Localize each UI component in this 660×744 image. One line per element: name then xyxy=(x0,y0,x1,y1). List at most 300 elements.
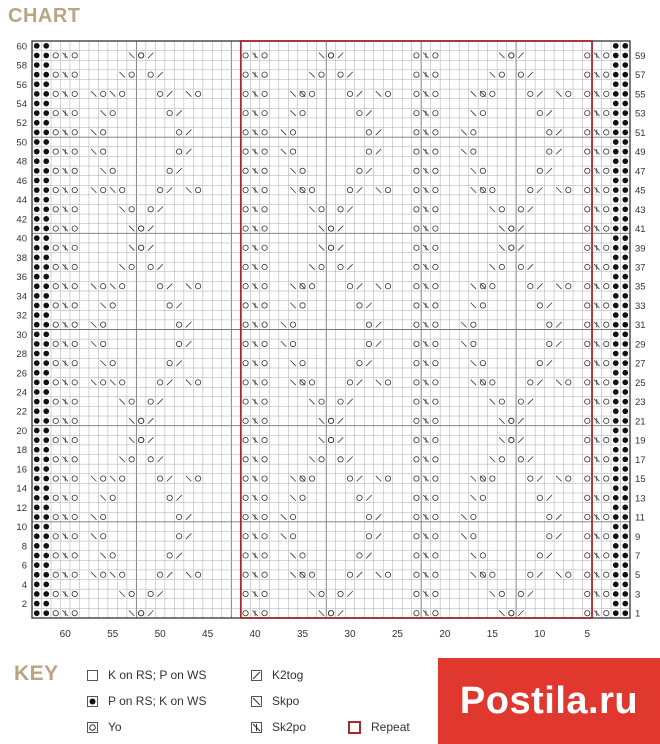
purl-dot xyxy=(34,72,40,78)
purl-dot xyxy=(622,447,628,453)
purl-dot xyxy=(34,197,40,203)
row-label-left: 14 xyxy=(16,483,27,495)
row-label-right: 43 xyxy=(635,204,646,216)
key-item-sk2po xyxy=(251,720,306,734)
purl-dot xyxy=(613,139,619,145)
purl-dot xyxy=(622,149,628,155)
key-label-sk2po: Sk2po xyxy=(272,720,307,734)
purl-dot xyxy=(613,178,619,184)
row-label-left: 60 xyxy=(16,41,27,53)
row-label-left: 2 xyxy=(21,599,27,611)
row-label-right: 23 xyxy=(635,397,646,409)
row-label-right: 5 xyxy=(635,570,641,582)
purl-dot xyxy=(43,380,49,386)
purl-dot xyxy=(34,110,40,116)
purl-dot xyxy=(34,81,40,87)
purl-dot xyxy=(613,62,619,68)
purl-dot xyxy=(43,399,49,405)
purl-dot xyxy=(613,226,619,232)
purl-dot xyxy=(34,62,40,68)
purl-dot xyxy=(34,562,40,568)
key-item-skpo xyxy=(251,694,299,708)
column-label: 5 xyxy=(584,629,591,640)
row-label-left: 42 xyxy=(16,214,27,226)
purl-dot xyxy=(34,264,40,270)
purl-dot xyxy=(613,543,619,549)
purl-dot xyxy=(622,226,628,232)
purl-dot xyxy=(613,264,619,270)
purl-dot xyxy=(622,476,628,482)
purl-dot xyxy=(613,437,619,443)
watermark-logo xyxy=(438,658,660,744)
purl-dot xyxy=(622,505,628,511)
key-item-repeat xyxy=(348,720,410,734)
purl-dot xyxy=(613,505,619,511)
purl-dot xyxy=(34,206,40,212)
purl-dot xyxy=(34,610,40,616)
purl-dot xyxy=(43,581,49,587)
purl-dot xyxy=(34,53,40,59)
row-label-left: 18 xyxy=(16,445,27,457)
purl-dot xyxy=(43,408,49,414)
purl-dot xyxy=(34,226,40,232)
purl-dot xyxy=(622,370,628,376)
row-label-left: 34 xyxy=(16,291,27,303)
row-label-right: 13 xyxy=(635,493,646,505)
purl-dot xyxy=(613,235,619,241)
purl-dot xyxy=(43,235,49,241)
purl-dot xyxy=(622,72,628,78)
purl-dot xyxy=(43,264,49,270)
row-label-left: 48 xyxy=(16,156,27,168)
purl-dot xyxy=(34,389,40,395)
row-label-left: 56 xyxy=(16,79,27,91)
left-slant-icon xyxy=(251,696,262,707)
purl-dot xyxy=(43,226,49,232)
purl-dot xyxy=(34,524,40,530)
purl-dot xyxy=(613,206,619,212)
row-label-right: 51 xyxy=(635,127,646,139)
column-label: 60 xyxy=(59,629,71,640)
purl-dot xyxy=(34,101,40,107)
purl-dot xyxy=(613,149,619,155)
purl-dot xyxy=(43,168,49,174)
purl-dot xyxy=(613,553,619,559)
purl-dot xyxy=(34,437,40,443)
purl-dot xyxy=(622,610,628,616)
purl-dot xyxy=(43,351,49,357)
purl-dot xyxy=(622,601,628,607)
chart-title: CHART xyxy=(8,5,81,27)
row-label-left: 4 xyxy=(21,579,27,591)
purl-dot xyxy=(34,476,40,482)
purl-dot xyxy=(34,283,40,289)
purl-dot xyxy=(43,572,49,578)
column-label: 20 xyxy=(439,629,451,640)
key-item-k2tog xyxy=(251,668,303,682)
purl-dot xyxy=(622,399,628,405)
row-label-right: 39 xyxy=(635,243,646,255)
purl-dot xyxy=(34,43,40,49)
row-label-right: 35 xyxy=(635,281,646,293)
purl-dot xyxy=(622,120,628,126)
column-label: 30 xyxy=(344,629,356,640)
purl-dot xyxy=(622,110,628,116)
purl-dot xyxy=(622,283,628,289)
purl-dot xyxy=(43,303,49,309)
purl-dot xyxy=(43,533,49,539)
purl-dot xyxy=(613,216,619,222)
purl-dot xyxy=(43,72,49,78)
purl-dot xyxy=(622,466,628,472)
purl-dot xyxy=(34,149,40,155)
dot-icon xyxy=(87,696,98,707)
purl-dot xyxy=(43,130,49,136)
purl-dot xyxy=(613,72,619,78)
purl-dot xyxy=(622,197,628,203)
purl-dot xyxy=(43,101,49,107)
purl-dot xyxy=(43,91,49,97)
purl-dot xyxy=(43,562,49,568)
row-label-right: 45 xyxy=(635,185,646,197)
purl-dot xyxy=(43,274,49,280)
purl-dot xyxy=(34,168,40,174)
purl-dot xyxy=(613,351,619,357)
column-label: 45 xyxy=(202,629,214,640)
purl-dot xyxy=(43,514,49,520)
column-label: 25 xyxy=(391,629,404,640)
row-label-right: 25 xyxy=(635,377,646,389)
purl-dot xyxy=(613,447,619,453)
purl-dot xyxy=(43,601,49,607)
row-label-left: 20 xyxy=(16,425,27,437)
row-label-right: 31 xyxy=(635,320,646,332)
purl-dot xyxy=(613,562,619,568)
purl-dot xyxy=(622,428,628,434)
key-item-yo xyxy=(87,720,122,734)
purl-dot xyxy=(622,351,628,357)
purl-dot xyxy=(613,322,619,328)
purl-dot xyxy=(43,283,49,289)
purl-dot xyxy=(622,322,628,328)
purl-dot xyxy=(622,408,628,414)
row-label-left: 8 xyxy=(21,541,27,553)
key-item-knit xyxy=(87,668,207,682)
purl-dot xyxy=(43,245,49,251)
purl-dot xyxy=(622,168,628,174)
purl-dot xyxy=(613,572,619,578)
purl-dot xyxy=(622,533,628,539)
circle-icon xyxy=(87,722,98,733)
purl-dot xyxy=(34,370,40,376)
row-label-left: 58 xyxy=(16,60,27,72)
purl-dot xyxy=(613,245,619,251)
purl-dot xyxy=(622,331,628,337)
row-label-left: 26 xyxy=(16,368,27,380)
purl-dot xyxy=(622,255,628,261)
row-label-left: 54 xyxy=(16,99,27,111)
purl-dot xyxy=(43,495,49,501)
purl-dot xyxy=(622,418,628,424)
column-label: 40 xyxy=(249,629,261,640)
row-label-right: 19 xyxy=(635,435,646,447)
purl-dot xyxy=(613,341,619,347)
purl-dot xyxy=(34,533,40,539)
purl-dot xyxy=(613,581,619,587)
purl-dot xyxy=(43,255,49,261)
column-label: 50 xyxy=(154,629,166,640)
row-label-left: 36 xyxy=(16,272,27,284)
purl-dot xyxy=(43,447,49,453)
purl-dot xyxy=(34,245,40,251)
purl-dot xyxy=(613,255,619,261)
purl-dot xyxy=(34,447,40,453)
row-label-right: 7 xyxy=(635,550,641,562)
row-label-left: 46 xyxy=(16,175,27,187)
purl-dot xyxy=(34,312,40,318)
purl-dot xyxy=(34,216,40,222)
key-label-repeat: Repeat xyxy=(371,720,410,734)
purl-dot xyxy=(613,312,619,318)
purl-dot xyxy=(34,360,40,366)
row-label-left: 6 xyxy=(21,560,27,572)
row-label-right: 59 xyxy=(635,50,646,62)
purl-dot xyxy=(622,591,628,597)
watermark-text: Postila.ru xyxy=(459,679,639,722)
key-label-purl: P on RS; K on WS xyxy=(108,694,207,708)
purl-dot xyxy=(43,418,49,424)
purl-dot xyxy=(613,130,619,136)
purl-dot xyxy=(613,399,619,405)
purl-dot xyxy=(622,514,628,520)
key-label-skpo: Skpo xyxy=(272,694,300,708)
purl-dot xyxy=(622,312,628,318)
row-label-right: 55 xyxy=(635,89,646,101)
row-label-left: 12 xyxy=(16,502,27,514)
purl-dot xyxy=(34,572,40,578)
purl-dot xyxy=(613,53,619,59)
purl-dot xyxy=(622,130,628,136)
purl-dot xyxy=(613,168,619,174)
purl-dot xyxy=(43,62,49,68)
purl-dot xyxy=(622,274,628,280)
purl-dot xyxy=(613,380,619,386)
purl-dot xyxy=(34,408,40,414)
key-title: KEY xyxy=(14,662,59,685)
row-label-right: 9 xyxy=(635,531,641,543)
purl-dot xyxy=(613,476,619,482)
purl-dot xyxy=(43,149,49,155)
purl-dot xyxy=(622,341,628,347)
purl-dot xyxy=(43,610,49,616)
purl-dot xyxy=(622,581,628,587)
row-label-left: 50 xyxy=(16,137,27,149)
row-label-right: 53 xyxy=(635,108,646,120)
purl-dot xyxy=(622,139,628,145)
row-label-right: 27 xyxy=(635,358,646,370)
purl-dot xyxy=(34,120,40,126)
row-label-left: 22 xyxy=(16,406,27,418)
purl-dot xyxy=(34,514,40,520)
purl-dot xyxy=(34,505,40,511)
purl-dot xyxy=(613,591,619,597)
purl-dot xyxy=(622,81,628,87)
purl-dot xyxy=(622,91,628,97)
purl-dot xyxy=(622,206,628,212)
purl-dot xyxy=(622,553,628,559)
purl-dot xyxy=(43,178,49,184)
row-label-right: 1 xyxy=(635,608,641,620)
purl-dot xyxy=(43,456,49,462)
row-label-right: 33 xyxy=(635,300,646,312)
purl-dot xyxy=(34,139,40,145)
sk2po-icon xyxy=(251,722,262,733)
row-label-right: 17 xyxy=(635,454,646,466)
row-label-left: 44 xyxy=(16,195,27,207)
purl-dot xyxy=(43,505,49,511)
purl-dot xyxy=(622,380,628,386)
purl-dot xyxy=(43,312,49,318)
purl-dot xyxy=(34,341,40,347)
purl-dot xyxy=(613,514,619,520)
row-label-right: 41 xyxy=(635,224,646,236)
row-label-right: 49 xyxy=(635,147,646,159)
row-label-left: 32 xyxy=(16,310,27,322)
purl-dot xyxy=(613,101,619,107)
purl-dot xyxy=(43,293,49,299)
row-label-right: 57 xyxy=(635,70,646,82)
column-label: 55 xyxy=(107,629,119,640)
purl-dot xyxy=(43,543,49,549)
purl-dot xyxy=(34,255,40,261)
purl-dot xyxy=(43,43,49,49)
purl-dot xyxy=(613,610,619,616)
purl-dot xyxy=(34,158,40,164)
purl-dot xyxy=(34,351,40,357)
purl-dot xyxy=(34,130,40,136)
row-label-left: 30 xyxy=(16,329,27,341)
purl-dot xyxy=(613,370,619,376)
column-label: 10 xyxy=(534,629,546,640)
purl-dot xyxy=(34,466,40,472)
purl-dot xyxy=(622,245,628,251)
purl-dot xyxy=(34,380,40,386)
purl-dot xyxy=(43,197,49,203)
purl-dot xyxy=(613,428,619,434)
purl-dot xyxy=(43,389,49,395)
purl-dot xyxy=(43,437,49,443)
purl-dot xyxy=(43,524,49,530)
purl-dot xyxy=(613,197,619,203)
purl-dot xyxy=(43,322,49,328)
row-label-left: 28 xyxy=(16,349,27,361)
row-label-left: 52 xyxy=(16,118,27,130)
column-label: 35 xyxy=(296,629,309,640)
row-label-left: 10 xyxy=(16,522,27,534)
purl-dot xyxy=(34,495,40,501)
purl-dot xyxy=(622,101,628,107)
purl-dot xyxy=(34,601,40,607)
purl-dot xyxy=(613,331,619,337)
row-label-right: 29 xyxy=(635,339,646,351)
row-label-right: 37 xyxy=(635,262,646,274)
purl-dot xyxy=(622,360,628,366)
row-label-right: 21 xyxy=(635,416,646,428)
purl-dot xyxy=(622,437,628,443)
key-item-purl xyxy=(87,694,207,708)
purl-dot xyxy=(613,408,619,414)
purl-dot xyxy=(622,456,628,462)
purl-dot xyxy=(613,533,619,539)
row-label-left: 24 xyxy=(16,387,27,399)
key-label-knit: K on RS; P on WS xyxy=(108,668,207,682)
purl-dot xyxy=(613,485,619,491)
purl-dot xyxy=(43,158,49,164)
purl-dot xyxy=(622,43,628,49)
purl-dot xyxy=(613,283,619,289)
purl-dot xyxy=(34,331,40,337)
purl-dot xyxy=(622,562,628,568)
purl-dot xyxy=(613,601,619,607)
purl-dot xyxy=(43,187,49,193)
purl-dot xyxy=(613,110,619,116)
purl-dot xyxy=(43,591,49,597)
purl-dot xyxy=(622,303,628,309)
purl-dot xyxy=(34,591,40,597)
purl-dot xyxy=(622,62,628,68)
purl-dot xyxy=(43,360,49,366)
purl-dot xyxy=(613,274,619,280)
key-label-yo: Yo xyxy=(108,720,122,734)
purl-dot xyxy=(43,110,49,116)
purl-dot xyxy=(622,389,628,395)
purl-dot xyxy=(613,456,619,462)
purl-dot xyxy=(622,524,628,530)
purl-dot xyxy=(34,399,40,405)
purl-dot xyxy=(34,235,40,241)
row-label-left: 38 xyxy=(16,252,27,264)
row-label-left: 16 xyxy=(16,464,27,476)
purl-dot xyxy=(622,543,628,549)
purl-dot xyxy=(34,543,40,549)
purl-dot xyxy=(613,158,619,164)
purl-dot xyxy=(34,293,40,299)
purl-dot xyxy=(622,572,628,578)
purl-dot xyxy=(43,331,49,337)
purl-dot xyxy=(622,485,628,491)
purl-dot xyxy=(613,466,619,472)
purl-dot xyxy=(43,466,49,472)
purl-dot xyxy=(613,91,619,97)
purl-dot xyxy=(613,43,619,49)
purl-dot xyxy=(34,581,40,587)
purl-dot xyxy=(34,303,40,309)
purl-dot xyxy=(43,370,49,376)
row-label-left: 40 xyxy=(16,233,27,245)
column-label: 15 xyxy=(486,629,498,640)
purl-dot xyxy=(34,428,40,434)
right-slant-icon xyxy=(251,670,262,681)
purl-dot xyxy=(613,418,619,424)
purl-dot xyxy=(43,139,49,145)
purl-dot xyxy=(43,120,49,126)
purl-dot xyxy=(43,476,49,482)
empty-square-icon xyxy=(87,670,98,681)
purl-dot xyxy=(34,274,40,280)
purl-dot xyxy=(622,53,628,59)
purl-dot xyxy=(34,322,40,328)
purl-dot xyxy=(613,303,619,309)
